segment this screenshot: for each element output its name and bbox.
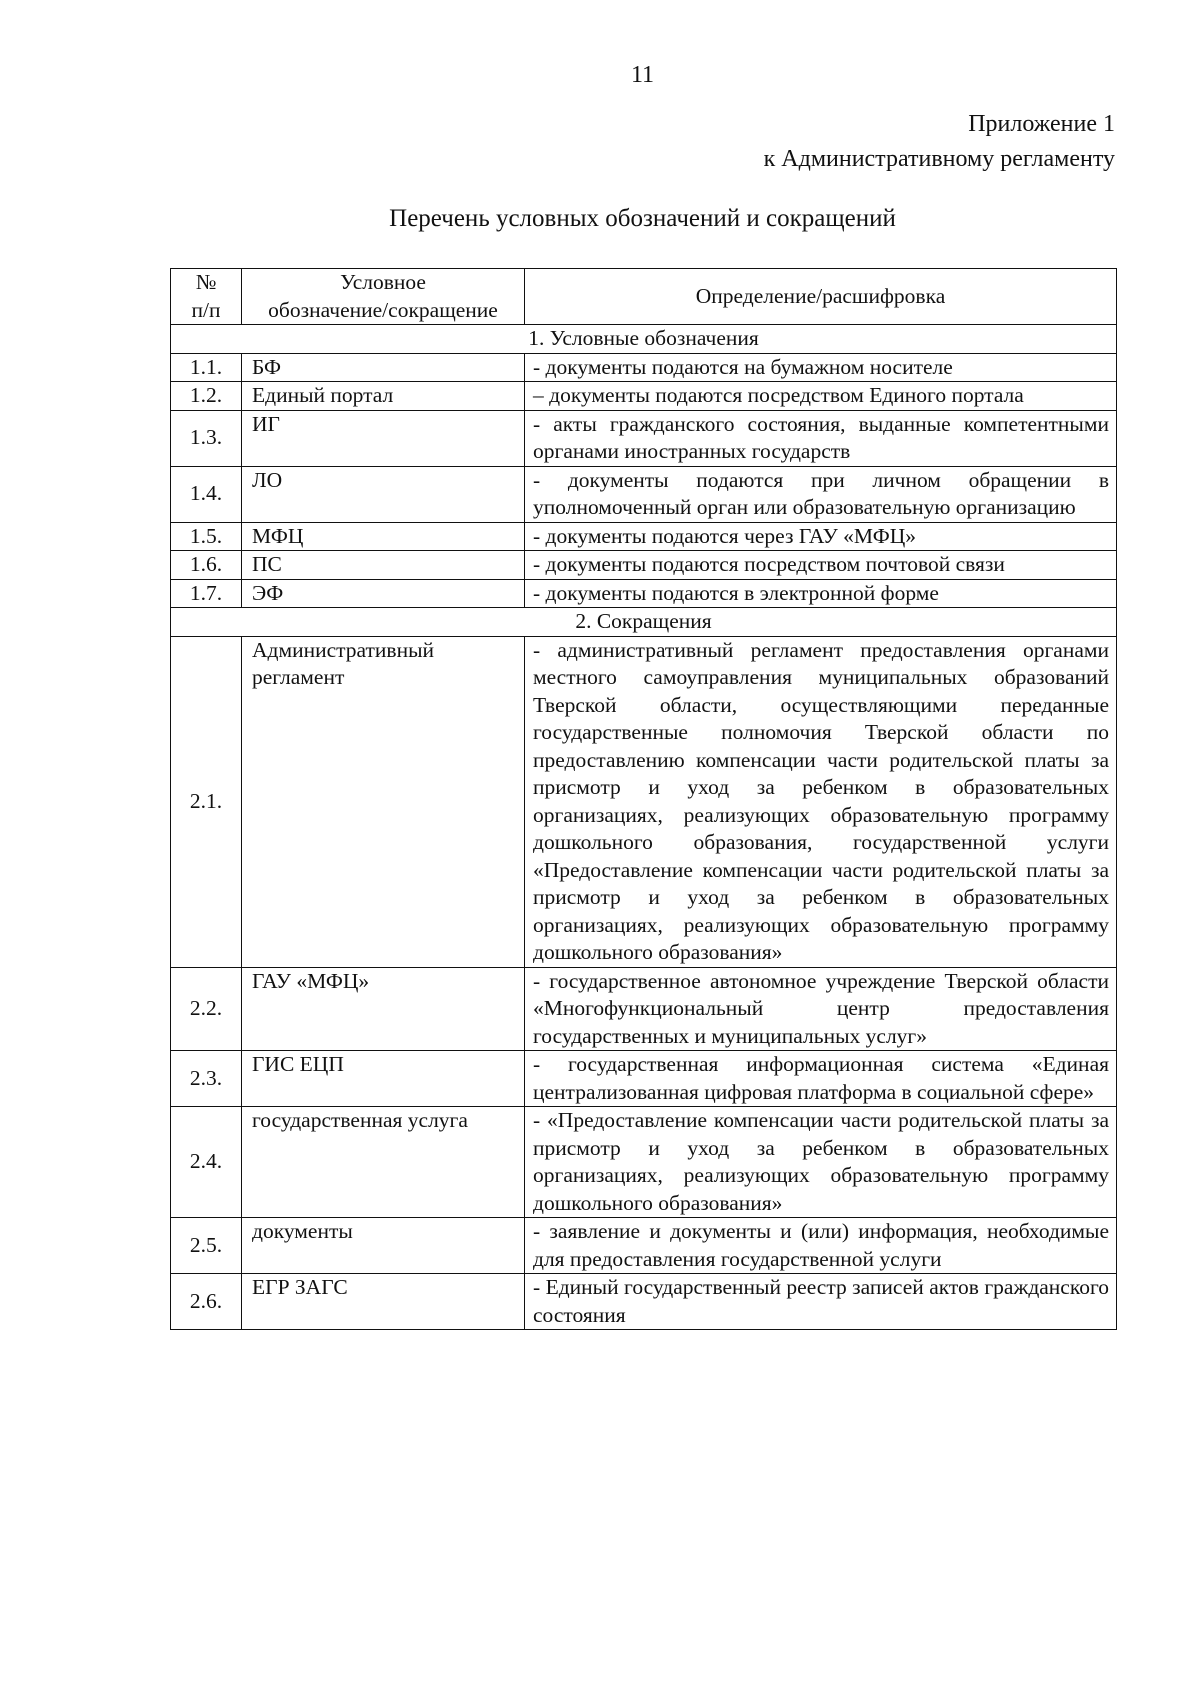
table-row	[171, 636, 1117, 967]
table-body	[171, 325, 1117, 1330]
row-number: 1.4.	[171, 466, 242, 522]
section-title: 1. Условные обозначения	[171, 325, 1117, 354]
row-term: ГАУ «МФЦ»	[242, 967, 525, 1051]
table-row	[171, 466, 1117, 522]
table-row	[171, 353, 1117, 382]
row-definition: – документы подаются посредством Единого портала	[525, 382, 1117, 411]
row-number: 1.3.	[171, 410, 242, 466]
row-definition: - документы подаются при личном обращении в уполномоченный орган или образовательную организацию	[525, 466, 1117, 522]
row-term: ЭФ	[242, 579, 525, 608]
row-definition: - акты гражданского состояния, выданные компетентными органами иностранных государств	[525, 410, 1117, 466]
table-row	[171, 1218, 1117, 1274]
table-row	[171, 1107, 1117, 1218]
abbreviations-table	[170, 268, 1117, 1330]
row-definition: - «Предоставление компенсации части родительской платы за присмотр и уход за ребенком в образовательных организациях, реализующих образовательную программу дошкольного образования»	[525, 1107, 1117, 1218]
row-number: 1.6.	[171, 551, 242, 580]
table-row	[171, 1051, 1117, 1107]
row-number: 1.1.	[171, 353, 242, 382]
row-definition: - документы подаются в электронной форме	[525, 579, 1117, 608]
document-title: Перечень условных обозначений и сокращений	[389, 205, 896, 232]
header-definition: Определение/расшифровка	[525, 269, 1117, 325]
row-number: 2.3.	[171, 1051, 242, 1107]
row-definition: - документы подаются на бумажном носителе	[525, 353, 1117, 382]
header-num	[171, 269, 242, 325]
table-row	[171, 382, 1117, 411]
table-row	[171, 967, 1117, 1051]
appendix-header	[764, 107, 1115, 177]
row-number: 2.6.	[171, 1274, 242, 1330]
row-term: ИГ	[242, 410, 525, 466]
row-definition: - государственная информационная система «Единая централизованная цифровая платформа в социальной сфере»	[525, 1051, 1117, 1107]
section-row	[171, 608, 1117, 637]
table-header-row	[171, 269, 1117, 325]
row-term: Единый портал	[242, 382, 525, 411]
table-row	[171, 522, 1117, 551]
section-title: 2. Сокращения	[171, 608, 1117, 637]
row-term: ЛО	[242, 466, 525, 522]
table-row	[171, 410, 1117, 466]
row-number: 2.1.	[171, 636, 242, 967]
row-definition: - Единый государственный реестр записей актов гражданского состояния	[525, 1274, 1117, 1330]
row-term: ГИС ЕЦП	[242, 1051, 525, 1107]
row-term: ПС	[242, 551, 525, 580]
row-term: МФЦ	[242, 522, 525, 551]
table-row	[171, 551, 1117, 580]
table-row	[171, 579, 1117, 608]
header-term-line-2: обозначение/сокращение	[268, 297, 498, 322]
row-number: 2.2.	[171, 967, 242, 1051]
header-term-line-1: Условное	[340, 270, 426, 294]
row-definition: - государственное автономное учреждение Тверской области «Многофункциональный центр предоставления государственных и муниципальных услуг»	[525, 967, 1117, 1051]
row-definition: - документы подаются через ГАУ «МФЦ»	[525, 522, 1117, 551]
row-term: государственная услуга	[242, 1107, 525, 1218]
appendix-line-2: к Административному регламенту	[763, 146, 1115, 172]
row-number: 1.2.	[171, 382, 242, 411]
row-number: 1.5.	[171, 522, 242, 551]
row-number: 2.4.	[171, 1107, 242, 1218]
header-term	[242, 269, 525, 325]
table-row	[171, 1274, 1117, 1330]
row-term: БФ	[242, 353, 525, 382]
row-definition: - заявление и документы и (или) информация, необходимые для предоставления государственной услуги	[525, 1218, 1117, 1274]
row-term: документы	[242, 1218, 525, 1274]
header-num-line-1: №	[195, 270, 217, 294]
row-number: 1.7.	[171, 579, 242, 608]
row-term: ЕГР ЗАГС	[242, 1274, 525, 1330]
row-term: Административный регламент	[242, 636, 525, 967]
page-number: 11	[630, 62, 655, 88]
row-number: 2.5.	[171, 1218, 242, 1274]
row-definition: - документы подаются посредством почтовой связи	[525, 551, 1117, 580]
section-row	[171, 325, 1117, 354]
appendix-line-1: Приложение 1	[968, 111, 1115, 137]
header-num-line-2: п/п	[191, 297, 221, 322]
row-definition: - административный регламент предоставления органами местного самоуправления муниципальных образований Тверской области, осуществляющими переданные государственные полномочия Тверской области по предоставлению компенсации части родительской платы за присмотр и уход за ребенком в образовательных организациях, реализующих образовательную программу дошкольного образования, государственной услуги «Предоставление компенсации части родительской платы за присмотр и уход за ребенком в образовательных организациях, реализующих образовательную программу дошкольного образования»	[525, 636, 1117, 967]
